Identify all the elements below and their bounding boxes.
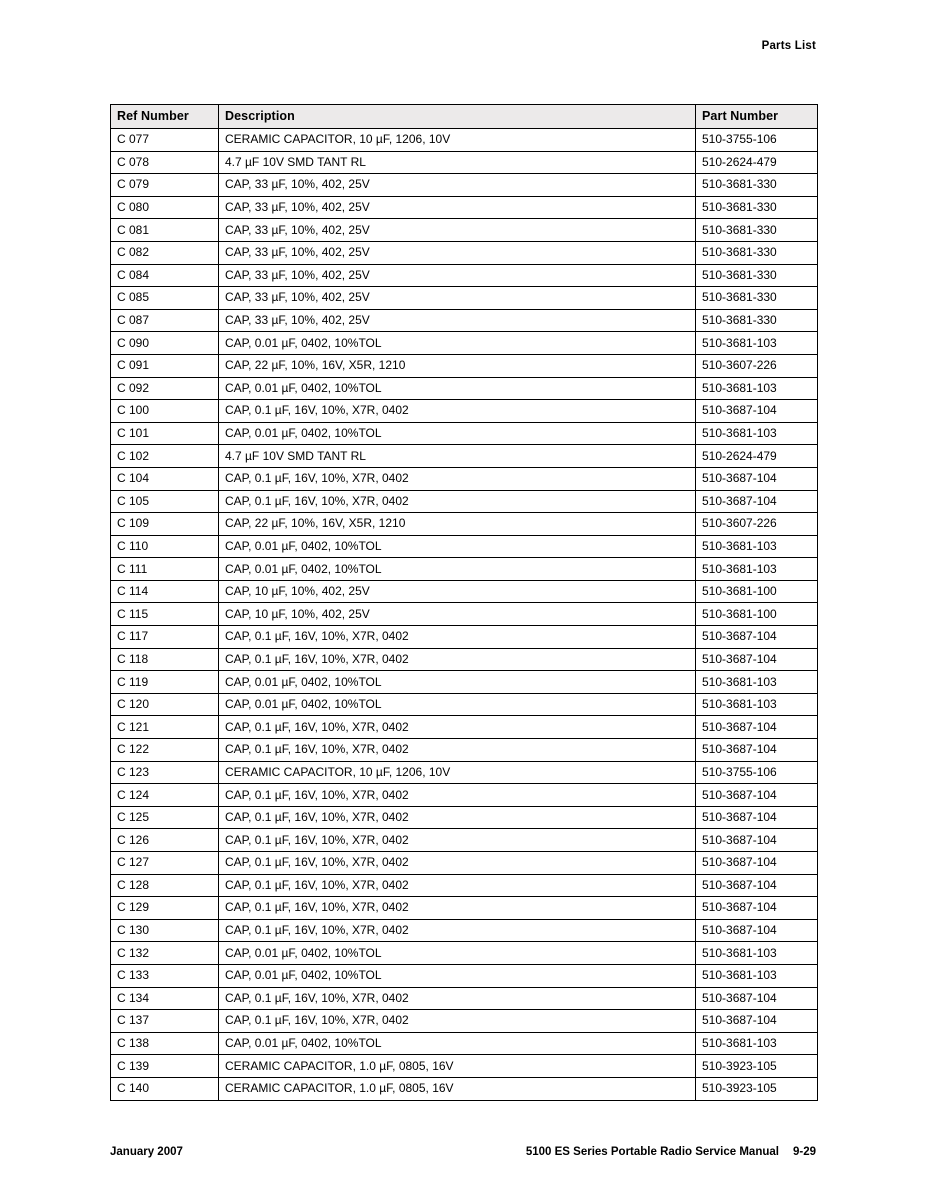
table-row <box>111 377 818 400</box>
cell-ref-number: C 120 <box>111 693 219 716</box>
cell-part-number: 510-3755-106 <box>696 761 818 784</box>
table-header-row <box>111 105 818 129</box>
cell-ref-number: C 140 <box>111 1077 219 1100</box>
cell-description: CERAMIC CAPACITOR, 10 µF, 1206, 10V <box>219 761 696 784</box>
cell-part-number: 510-3687-104 <box>696 739 818 762</box>
cell-description: CAP, 0.1 µF, 16V, 10%, X7R, 0402 <box>219 467 696 490</box>
table-row <box>111 987 818 1010</box>
cell-part-number: 510-3681-103 <box>696 332 818 355</box>
table-row <box>111 332 818 355</box>
cell-description: CAP, 33 µF, 10%, 402, 25V <box>219 219 696 242</box>
cell-part-number: 510-3681-103 <box>696 535 818 558</box>
cell-ref-number: C 132 <box>111 942 219 965</box>
cell-description: CAP, 0.01 µF, 0402, 10%TOL <box>219 377 696 400</box>
cell-ref-number: C 090 <box>111 332 219 355</box>
cell-part-number: 510-3923-105 <box>696 1077 818 1100</box>
footer-page-number: 9-29 <box>792 1146 816 1158</box>
cell-ref-number: C 128 <box>111 874 219 897</box>
parts-list-table <box>110 104 818 1101</box>
cell-ref-number: C 125 <box>111 806 219 829</box>
cell-ref-number: C 118 <box>111 648 219 671</box>
cell-part-number: 510-3681-103 <box>696 671 818 694</box>
cell-part-number: 510-3681-103 <box>696 942 818 965</box>
cell-ref-number: C 111 <box>111 558 219 581</box>
cell-part-number: 510-2624-479 <box>696 445 818 468</box>
cell-description: CAP, 0.01 µF, 0402, 10%TOL <box>219 558 696 581</box>
table-row <box>111 1077 818 1100</box>
cell-description: CAP, 0.01 µF, 0402, 10%TOL <box>219 332 696 355</box>
cell-part-number: 510-3681-330 <box>696 196 818 219</box>
cell-description: CAP, 0.01 µF, 0402, 10%TOL <box>219 1032 696 1055</box>
cell-part-number: 510-3687-104 <box>696 784 818 807</box>
cell-description: CAP, 0.1 µF, 16V, 10%, X7R, 0402 <box>219 784 696 807</box>
table-row <box>111 580 818 603</box>
table-row <box>111 400 818 423</box>
cell-ref-number: C 092 <box>111 377 219 400</box>
cell-part-number: 510-3755-106 <box>696 129 818 152</box>
cell-part-number: 510-3687-104 <box>696 852 818 875</box>
cell-part-number: 510-3687-104 <box>696 897 818 920</box>
cell-ref-number: C 100 <box>111 400 219 423</box>
cell-description: CAP, 10 µF, 10%, 402, 25V <box>219 603 696 626</box>
cell-part-number: 510-3681-103 <box>696 377 818 400</box>
footer-date: January 2007 <box>110 1146 183 1158</box>
parts-list-table-container <box>110 104 817 1101</box>
cell-part-number: 510-3687-104 <box>696 716 818 739</box>
cell-ref-number: C 109 <box>111 513 219 536</box>
table-row <box>111 196 818 219</box>
table-row <box>111 241 818 264</box>
table-row <box>111 603 818 626</box>
cell-description: CAP, 22 µF, 10%, 16V, X5R, 1210 <box>219 354 696 377</box>
cell-part-number: 510-3681-103 <box>696 422 818 445</box>
cell-part-number: 510-3687-104 <box>696 987 818 1010</box>
table-row <box>111 761 818 784</box>
table-row <box>111 693 818 716</box>
table-row <box>111 739 818 762</box>
table-body <box>111 129 818 1101</box>
table-row <box>111 942 818 965</box>
table-row <box>111 445 818 468</box>
cell-ref-number: C 091 <box>111 354 219 377</box>
cell-ref-number: C 119 <box>111 671 219 694</box>
cell-ref-number: C 085 <box>111 287 219 310</box>
cell-part-number: 510-3681-100 <box>696 603 818 626</box>
cell-description: CAP, 0.1 µF, 16V, 10%, X7R, 0402 <box>219 1010 696 1033</box>
cell-description: CAP, 0.01 µF, 0402, 10%TOL <box>219 942 696 965</box>
cell-description: CAP, 0.1 µF, 16V, 10%, X7R, 0402 <box>219 739 696 762</box>
cell-ref-number: C 104 <box>111 467 219 490</box>
section-title: Parts List <box>761 40 816 52</box>
footer-manual-title: 5100 ES Series Portable Radio Service Manual <box>525 1146 779 1158</box>
cell-description: CERAMIC CAPACITOR, 1.0 µF, 0805, 16V <box>219 1055 696 1078</box>
table-row <box>111 219 818 242</box>
cell-description: CAP, 0.1 µF, 16V, 10%, X7R, 0402 <box>219 806 696 829</box>
cell-description: CAP, 0.1 µF, 16V, 10%, X7R, 0402 <box>219 874 696 897</box>
cell-description: CAP, 33 µF, 10%, 402, 25V <box>219 287 696 310</box>
cell-part-number: 510-3681-100 <box>696 580 818 603</box>
cell-part-number: 510-3687-104 <box>696 919 818 942</box>
table-row <box>111 671 818 694</box>
cell-part-number: 510-3687-104 <box>696 467 818 490</box>
table-row <box>111 829 818 852</box>
table-row <box>111 964 818 987</box>
cell-part-number: 510-3681-103 <box>696 964 818 987</box>
cell-ref-number: C 105 <box>111 490 219 513</box>
table-row <box>111 648 818 671</box>
table-row <box>111 874 818 897</box>
cell-description: CERAMIC CAPACITOR, 1.0 µF, 0805, 16V <box>219 1077 696 1100</box>
cell-part-number: 510-3607-226 <box>696 354 818 377</box>
cell-ref-number: C 139 <box>111 1055 219 1078</box>
table-row <box>111 784 818 807</box>
table-row <box>111 287 818 310</box>
table-row <box>111 264 818 287</box>
table-row <box>111 897 818 920</box>
cell-part-number: 510-3681-103 <box>696 558 818 581</box>
cell-description: CAP, 33 µF, 10%, 402, 25V <box>219 196 696 219</box>
cell-part-number: 510-3681-103 <box>696 693 818 716</box>
cell-part-number: 510-3681-330 <box>696 241 818 264</box>
table-row <box>111 151 818 174</box>
cell-ref-number: C 124 <box>111 784 219 807</box>
cell-part-number: 510-3687-104 <box>696 648 818 671</box>
cell-ref-number: C 077 <box>111 129 219 152</box>
cell-description: CAP, 0.1 µF, 16V, 10%, X7R, 0402 <box>219 829 696 852</box>
cell-description: CAP, 33 µF, 10%, 402, 25V <box>219 174 696 197</box>
cell-part-number: 510-3687-104 <box>696 626 818 649</box>
cell-ref-number: C 081 <box>111 219 219 242</box>
table-row <box>111 1010 818 1033</box>
table-row <box>111 716 818 739</box>
table-row <box>111 535 818 558</box>
cell-description: CAP, 0.01 µF, 0402, 10%TOL <box>219 964 696 987</box>
cell-description: CAP, 0.01 µF, 0402, 10%TOL <box>219 671 696 694</box>
cell-description: CAP, 33 µF, 10%, 402, 25V <box>219 264 696 287</box>
cell-part-number: 510-3681-330 <box>696 219 818 242</box>
cell-ref-number: C 129 <box>111 897 219 920</box>
cell-ref-number: C 130 <box>111 919 219 942</box>
cell-description: 4.7 µF 10V SMD TANT RL <box>219 151 696 174</box>
table-row <box>111 309 818 332</box>
cell-part-number: 510-3681-330 <box>696 287 818 310</box>
cell-part-number: 510-3681-330 <box>696 309 818 332</box>
cell-ref-number: C 082 <box>111 241 219 264</box>
cell-part-number: 510-3687-104 <box>696 874 818 897</box>
cell-description: CAP, 0.1 µF, 16V, 10%, X7R, 0402 <box>219 919 696 942</box>
cell-ref-number: C 087 <box>111 309 219 332</box>
cell-description: CAP, 0.01 µF, 0402, 10%TOL <box>219 693 696 716</box>
cell-ref-number: C 115 <box>111 603 219 626</box>
table-row <box>111 422 818 445</box>
cell-ref-number: C 138 <box>111 1032 219 1055</box>
cell-description: CAP, 0.1 µF, 16V, 10%, X7R, 0402 <box>219 626 696 649</box>
cell-part-number: 510-3687-104 <box>696 400 818 423</box>
cell-description: CAP, 0.1 µF, 16V, 10%, X7R, 0402 <box>219 648 696 671</box>
cell-part-number: 510-3607-226 <box>696 513 818 536</box>
cell-description: CAP, 0.1 µF, 16V, 10%, X7R, 0402 <box>219 490 696 513</box>
cell-ref-number: C 126 <box>111 829 219 852</box>
column-header-part-number: Part Number <box>696 105 818 129</box>
cell-ref-number: C 102 <box>111 445 219 468</box>
table-row <box>111 354 818 377</box>
cell-ref-number: C 117 <box>111 626 219 649</box>
table-row <box>111 1055 818 1078</box>
table-row <box>111 558 818 581</box>
table-row <box>111 174 818 197</box>
cell-description: CAP, 0.01 µF, 0402, 10%TOL <box>219 535 696 558</box>
table-row <box>111 129 818 152</box>
cell-description: CAP, 0.1 µF, 16V, 10%, X7R, 0402 <box>219 897 696 920</box>
cell-part-number: 510-3687-104 <box>696 806 818 829</box>
cell-part-number: 510-3681-330 <box>696 174 818 197</box>
cell-part-number: 510-3687-104 <box>696 829 818 852</box>
cell-ref-number: C 084 <box>111 264 219 287</box>
page-header <box>762 40 816 52</box>
table-row <box>111 513 818 536</box>
cell-ref-number: C 133 <box>111 964 219 987</box>
table-row <box>111 806 818 829</box>
cell-ref-number: C 079 <box>111 174 219 197</box>
table-row <box>111 626 818 649</box>
cell-part-number: 510-3687-104 <box>696 1010 818 1033</box>
cell-description: CAP, 10 µF, 10%, 402, 25V <box>219 580 696 603</box>
cell-ref-number: C 122 <box>111 739 219 762</box>
table-row <box>111 919 818 942</box>
footer-manual-info <box>526 1146 816 1158</box>
table-row <box>111 852 818 875</box>
cell-description: 4.7 µF 10V SMD TANT RL <box>219 445 696 468</box>
cell-description: CAP, 33 µF, 10%, 402, 25V <box>219 309 696 332</box>
cell-ref-number: C 110 <box>111 535 219 558</box>
cell-description: CAP, 0.1 µF, 16V, 10%, X7R, 0402 <box>219 400 696 423</box>
table-row <box>111 467 818 490</box>
cell-ref-number: C 121 <box>111 716 219 739</box>
cell-part-number: 510-3923-105 <box>696 1055 818 1078</box>
cell-description: CAP, 33 µF, 10%, 402, 25V <box>219 241 696 264</box>
cell-ref-number: C 127 <box>111 852 219 875</box>
cell-description: CAP, 22 µF, 10%, 16V, X5R, 1210 <box>219 513 696 536</box>
cell-ref-number: C 134 <box>111 987 219 1010</box>
column-header-ref-number: Ref Number <box>111 105 219 129</box>
cell-ref-number: C 080 <box>111 196 219 219</box>
cell-description: CAP, 0.1 µF, 16V, 10%, X7R, 0402 <box>219 716 696 739</box>
cell-description: CAP, 0.1 µF, 16V, 10%, X7R, 0402 <box>219 987 696 1010</box>
cell-ref-number: C 123 <box>111 761 219 784</box>
cell-part-number: 510-3681-330 <box>696 264 818 287</box>
cell-ref-number: C 114 <box>111 580 219 603</box>
cell-ref-number: C 101 <box>111 422 219 445</box>
table-row <box>111 490 818 513</box>
cell-description: CAP, 0.1 µF, 16V, 10%, X7R, 0402 <box>219 852 696 875</box>
cell-part-number: 510-2624-479 <box>696 151 818 174</box>
cell-description: CERAMIC CAPACITOR, 10 µF, 1206, 10V <box>219 129 696 152</box>
column-header-description: Description <box>219 105 696 129</box>
cell-ref-number: C 078 <box>111 151 219 174</box>
cell-part-number: 510-3687-104 <box>696 490 818 513</box>
cell-part-number: 510-3681-103 <box>696 1032 818 1055</box>
cell-description: CAP, 0.01 µF, 0402, 10%TOL <box>219 422 696 445</box>
table-row <box>111 1032 818 1055</box>
cell-ref-number: C 137 <box>111 1010 219 1033</box>
